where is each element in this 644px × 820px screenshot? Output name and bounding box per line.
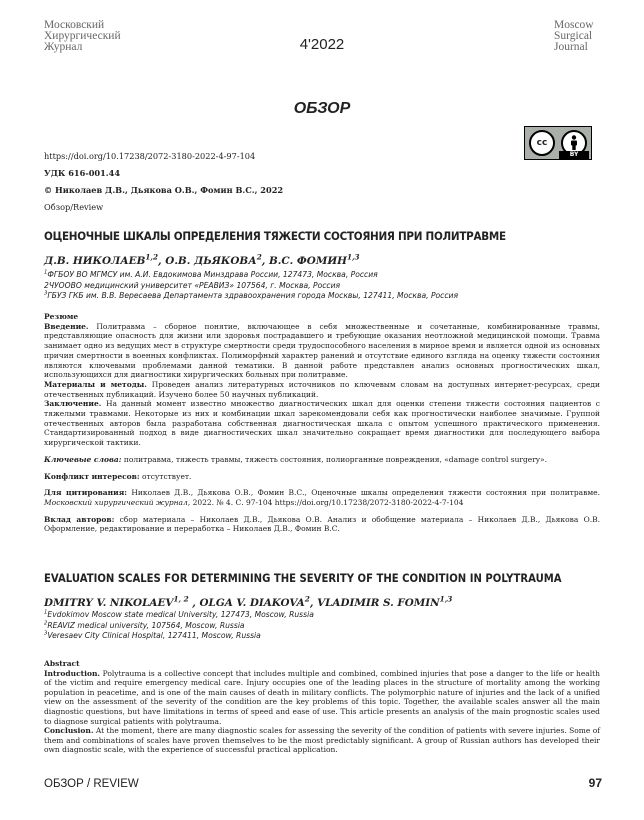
author-name: Д.В. НИКОЛАЕВ xyxy=(44,255,146,267)
affiliation: $^1$Evdokimov Moscow state medical University, 127473, Moscow, Russia xyxy=(44,609,314,619)
abstract-conclusion: Заключение. На данный момент известно множество диагностических шкал для оценки степени тяжести состояния пациентов с тяжелыми травмами. Некоторые из них и комбинации шкал зарекомендовали себя как прогностически наиболее значимые. Группой отечественных авторов была разработана собственная диагностическая шкала с опытом успешного практического применения. Стандартизированный подход в виде диагностических шкал значительно сокращает время диагностики для последующего выбора хирургической тактики. xyxy=(44,399,601,448)
copyright: © Николаев Д.В., Дьякова О.В., Фомин В.С., 2022 xyxy=(44,185,284,195)
by-label: BY xyxy=(559,151,589,159)
author-sup: 2 xyxy=(256,252,262,262)
abstract-intro: Введение. Политравма – сборное понятие, включающее в себя множественные и сочетанные, комбинированные травмы, представляющие опасность для жизни или здоровья пострадавшего и требующие оказания неотложной медицинской помощи. Травма занимает одно из ведущих мест в структуре смертности среди трудоспособного населения в мирное время и является одной из основных причин смертности в военных конфликтах. Полиморфный характер ранений и отсутствие единого взгляда на оценку тяжести состояния являются ключевыми проблемами данной тематики. В данной работе представлен анализ основных прогностических шкал, использующихся для диагностики хирургических больных при политравме. xyxy=(44,321,600,380)
footer-section: ОБЗОР / REVIEW xyxy=(44,778,139,790)
conflict-of-interest: Конфликт интересов: отсутствует. xyxy=(44,471,192,481)
abstract-methods: Материалы и методы. Проведен анализ литературных источников по ключевым словам на доступных интернет-ресурсах, среди отечественных публикаций. Изучено более 50 научных публикаций. xyxy=(44,379,600,399)
affiliation: $^3$ГБУЗ ГКБ им. В.В. Вересаева Департамента здравоохранения города Москвы, 127411, Москва, Россия xyxy=(44,290,459,300)
author-sup: 1,3 xyxy=(439,594,453,604)
author-name: DMITRY V. NIKOLAEV xyxy=(44,597,174,609)
abstract-intro: Introduction. Polytrauma is a collective concept that includes multiple and combined, combined injuries that pose a danger to the life or health of the victim and require emergency medical care. Injury occupies one of the leading places in the structure of mortality among the working population in peacetime, and is one of the main causes of death in military conflicts. The polymorphic nature of injuries and the lack of a unified view on the assessment of the severity of the condition are the key problems of this topic. Together, the available scales answer all the main diagnostic questions, but have limitations in terms of speed and ease of use. This article presents an analysis of the main prognostic scales used to diagnose surgical patients with polytrauma. xyxy=(44,668,601,726)
article-title-en: EVALUATION SCALES FOR DETERMINING THE SEVERITY OF THE CONDITION IN POLYTRAUMA xyxy=(44,572,562,585)
affiliations-ru xyxy=(44,270,458,302)
abstract-en xyxy=(44,659,600,755)
article-title-ru: ОЦЕНОЧНЫЕ ШКАЛЫ ОПРЕДЕЛЕНИЯ ТЯЖЕСТИ СОСТОЯНИЯ ПРИ ПОЛИТРАВМЕ xyxy=(44,230,506,243)
issue-number: 4'2022 xyxy=(299,36,345,53)
authors-en: DMITRY V. NIKOLAEV$^{1, 2}$ , OLGA V. DIAKOVA$^2$, VLADIMIR S. FOMIN$^{1,3}$ xyxy=(44,594,453,609)
author-sup: 1,2 xyxy=(145,252,159,262)
logo-left-line-1: Московский xyxy=(44,19,105,31)
abstract-heading: Резюме xyxy=(44,312,79,321)
logo-left-line-3: Журнал xyxy=(44,41,83,53)
author-sup: 1,3 xyxy=(346,252,360,262)
logo-right-line-1: Moscow xyxy=(554,19,594,31)
author-name: OLGA V. DIAKOVA xyxy=(199,597,305,609)
author-sup: 2 xyxy=(304,594,310,604)
author-name: VLADIMIR S. FOMIN xyxy=(317,597,440,609)
authors-ru: Д.В. НИКОЛАЕВ$^{1,2}$, О.В. ДЬЯКОВА$^2$, В.С. ФОМИН$^{1,3}$ xyxy=(44,252,360,267)
page-number: 97 xyxy=(588,776,602,790)
logo-right-line-2: Surgical xyxy=(554,30,593,42)
doi-link[interactable]: https://doi.org/10.17238/2072-3180-2022-4-97-104 xyxy=(44,151,256,161)
cc-icon: cc xyxy=(529,130,555,156)
author-name: О.В. ДЬЯКОВА xyxy=(165,255,257,267)
citation: Для цитирования: Николаев Д.В., Дьякова О.В., Фомин В.С., Оценочные шкалы определения тяжести состояния при политравме. Московский хирургический журнал, 2022. № 4. С. 97-104 https://doi.org/10.17238/2072-3180-2022-4-7-104 xyxy=(44,488,600,507)
logo-right-line-3: Journal xyxy=(554,41,588,53)
abstract-heading: Abstract xyxy=(44,659,80,668)
abstract-conclusion: Conclusion. At the moment, there are many diagnostic scales for assessing the severity of the condition of patients with severe injuries. Some of them and combinations of scales have proven themselves to be the most predictably significant. A group of Russian authors has developed their own diagnostic scale, with the experience of successful practical application. xyxy=(44,726,600,755)
journal-logo-right xyxy=(554,20,614,53)
author-contributions: Вклад авторов: сбор материала – Николаев Д.В., Дьякова О.В. Анализ и обобщение материала – Николаев Д.В., Дьякова О.В. Оформление, редактирование и переработка – Николаев Д.В., Фомин В.С. xyxy=(44,514,600,534)
cc-license-badge[interactable] xyxy=(524,126,592,160)
affiliation: $^2$REAVIZ medical university, 107564, Moscow, Russia xyxy=(44,619,245,630)
affiliation: $^3$Veresaev City Clinical Hospital, 127411, Moscow, Russia xyxy=(44,630,261,640)
affiliation: $^1$ФГБОУ ВО МГМСУ им. А.И. Евдокимова Минздрава России, 127473, Москва, Россия xyxy=(44,269,378,279)
author-sup: 1, 2 xyxy=(173,594,189,604)
article-type: Обзор/Review xyxy=(44,202,104,212)
section-title: ОБЗОР xyxy=(293,100,351,117)
affiliation: 2ЧУООВО медицинский университет «РЕАВИЗ» 107564, г. Москва, Россия xyxy=(44,280,341,290)
logo-left-line-2: Хирургический xyxy=(44,30,121,42)
abstract-ru xyxy=(44,312,600,534)
affiliations-en xyxy=(44,610,314,642)
author-name: В.С. ФОМИН xyxy=(269,255,347,267)
keywords: Ключевые слова: политравма, тяжесть травмы, тяжесть состояния, полиорганные повреждения, «damage control surgery». xyxy=(44,454,548,464)
udk: УДК 616-001.44 xyxy=(44,168,121,178)
